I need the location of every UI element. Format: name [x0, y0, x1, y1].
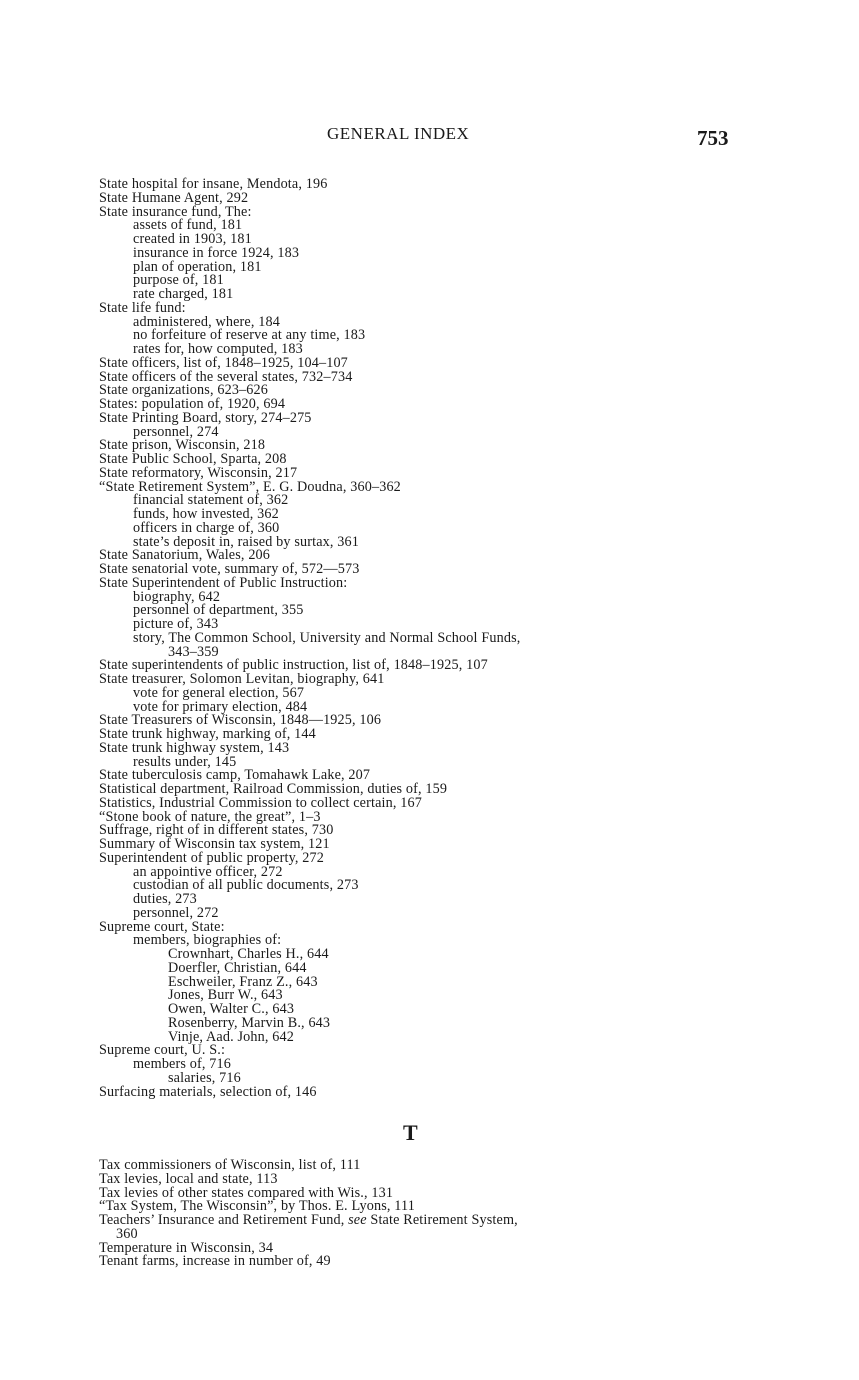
index-subentry: assets of fund, 181 [133, 217, 243, 234]
index-entry: Superintendent of public property, 272 [99, 849, 325, 866]
section-letter-t: T [403, 1120, 418, 1145]
index-entry: State officers of the several states, 732–734 [99, 368, 353, 385]
index-entry: State senatorial vote, summary of, 572—573 [99, 561, 360, 577]
index-subentry: duties, 273 [133, 891, 197, 907]
page-number: 753 [697, 126, 729, 150]
index-entry: State insurance fund, The: [99, 203, 252, 220]
index-entry: Tax commissioners of Wisconsin, list of, 111 [99, 1157, 361, 1173]
running-head: GENERAL INDEX [327, 124, 470, 143]
index-subentry: members of, 716 [133, 1056, 231, 1072]
index-subentry: vote for general election, 567 [133, 684, 305, 701]
index-subentry: created in 1903, 181 [133, 231, 252, 247]
index-subentry: personnel, 274 [133, 423, 219, 440]
index-entry: State Public School, Sparta, 208 [99, 451, 287, 467]
index-entry: Tax levies of other states compared with Wis., 131 [99, 1184, 394, 1201]
index-entry: State Superintendent of Public Instruction: [99, 574, 348, 591]
index-subentry: salaries, 716 [168, 1069, 241, 1086]
index-entry: Suffrage, right of in different states, 730 [99, 822, 334, 839]
index-subentry: Vinje, Aad. John, 642 [168, 1028, 295, 1045]
index-subentry: members, biographies of: [133, 932, 282, 949]
index-subentry: insurance in force 1924, 183 [133, 244, 300, 261]
index-entry: Supreme court, State: [99, 918, 225, 935]
index-section-s [0, 178, 859, 1099]
index-subentry: biography, 642 [133, 588, 221, 605]
index-subentry: Eschweiler, Franz Z., 643 [168, 973, 318, 990]
index-subentry: purpose of, 181 [133, 272, 224, 289]
index-subentry: rate charged, 181 [133, 286, 234, 302]
index-entry: State hospital for insane, Mendota, 196 [99, 176, 328, 192]
index-subentry: Rosenberry, Marvin B., 643 [168, 1014, 331, 1031]
index-entry: State Treasurers of Wisconsin, 1848—1925, 106 [99, 712, 382, 729]
index-entry: State superintendents of public instruction, list of, 1848–1925, 107 [99, 657, 488, 674]
index-subentry: funds, how invested, 362 [133, 506, 279, 522]
index-subentry: Crownhart, Charles H., 644 [168, 946, 329, 962]
index-entry: Statistics, Industrial Commission to collect certain, 167 [99, 794, 422, 811]
index-entry: Teachers’ Insurance and Retirement Fund, see State Retirement System, [99, 1212, 518, 1228]
index-subentry: personnel, 272 [133, 904, 219, 921]
index-subentry: an appointive officer, 272 [133, 863, 283, 880]
index-subentry: administered, where, 184 [133, 313, 281, 330]
index-subentry: Jones, Burr W., 643 [168, 987, 283, 1004]
index-entry: Supreme court, U. S.: [99, 1042, 226, 1059]
index-subentry: plan of operation, 181 [133, 258, 262, 275]
index-subentry: story, The Common School, University and Normal School Funds, [133, 629, 521, 646]
index-entry: State prison, Wisconsin, 218 [99, 437, 266, 454]
index-entry: Tenant farms, increase in number of, 49 [99, 1253, 331, 1270]
index-entry: “Stone book of nature, the great”, 1–3 [99, 808, 321, 825]
index-subentry: picture of, 343 [133, 616, 219, 632]
index-subentry: 343–359 [168, 643, 219, 660]
index-entry: State reformatory, Wisconsin, 217 [99, 464, 298, 481]
index-entry: “Tax System, The Wisconsin”, by Thos. E. Lyons, 111 [99, 1198, 415, 1215]
index-subentry: state’s deposit in, raised by surtax, 361 [133, 533, 360, 550]
index-subentry: personnel of department, 355 [133, 602, 304, 619]
index-entry: States: population of, 1920, 694 [99, 396, 286, 412]
index-entry: State officers, list of, 1848–1925, 104–107 [99, 354, 348, 371]
index-entry: Tax levies, local and state, 113 [99, 1170, 278, 1187]
index-entry: Surfacing materials, selection of, 146 [99, 1083, 317, 1100]
index-entry: State Humane Agent, 292 [99, 189, 249, 206]
index-entry: Temperature in Wisconsin, 34 [99, 1239, 274, 1256]
index-subentry: Doerfler, Christian, 644 [168, 959, 307, 976]
index-entry: State treasurer, Solomon Levitan, biography, 641 [99, 671, 385, 687]
index-subentry: vote for primary election, 484 [133, 698, 308, 715]
index-entry: State Sanatorium, Wales, 206 [99, 547, 271, 564]
index-entry: State Printing Board, story, 274–275 [99, 409, 312, 426]
index-entry: State tuberculosis camp, Tomahawk Lake, 207 [99, 767, 371, 784]
index-subentry: rates for, how computed, 183 [133, 341, 303, 357]
index-entry: Statistical department, Railroad Commission, duties of, 159 [99, 781, 448, 797]
index-entry: State life fund: [99, 299, 186, 316]
index-entry: “State Retirement System”, E. G. Doudna, 360–362 [99, 478, 401, 495]
index-entry: State organizations, 623–626 [99, 382, 269, 399]
index-subentry: Owen, Walter C., 643 [168, 1001, 295, 1017]
index-subentry: officers in charge of, 360 [133, 519, 280, 536]
index-section-t [0, 1159, 859, 1269]
index-subentry: financial statement of, 362 [133, 492, 289, 509]
index-subentry: results under, 145 [133, 753, 237, 770]
index-entry: State trunk highway system, 143 [99, 739, 290, 756]
index-entry: Summary of Wisconsin tax system, 121 [99, 836, 330, 852]
index-subentry: no forfeiture of reserve at any time, 183 [133, 327, 366, 344]
index-entry: State trunk highway, marking of, 144 [99, 726, 316, 742]
index-subentry: custodian of all public documents, 273 [133, 877, 359, 894]
index-subentry: 360 [116, 1225, 138, 1242]
